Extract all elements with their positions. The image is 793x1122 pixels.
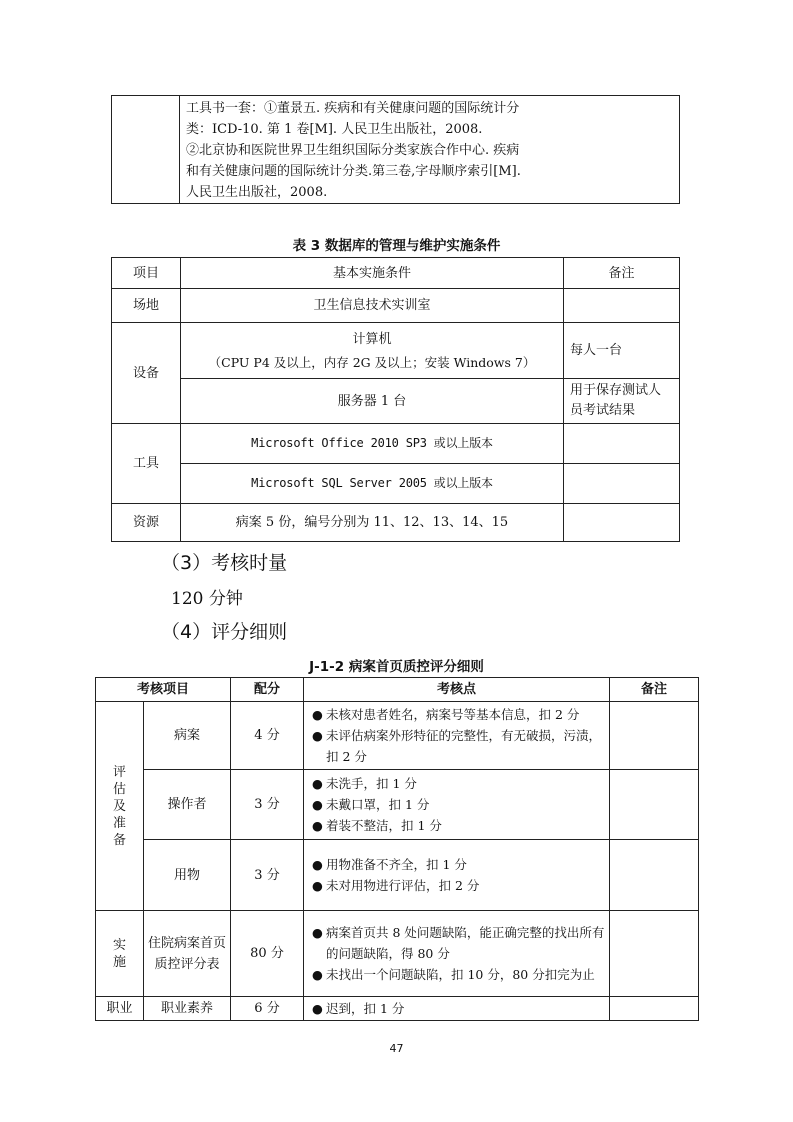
point-item: ● 着装不整洁，扣 1 分 xyxy=(312,818,442,833)
reference-line: 人民卫生出版社，2008. xyxy=(186,185,328,200)
reference-line: 类：ICD-10. 第 1 卷[M]. 人民卫生出版社，2008. xyxy=(186,122,483,137)
point-item: ● 病案首页共 8 处问题缺陷，能正确完整的找出所有的问题缺陷，得 80 分 xyxy=(312,925,605,961)
server-note xyxy=(564,379,680,424)
points-cell xyxy=(304,997,610,1021)
scoring-table xyxy=(95,677,699,1021)
table3 xyxy=(111,257,680,542)
item-cell: 病案 xyxy=(144,702,231,770)
time-value: 120 分钟 xyxy=(171,589,243,609)
site-note xyxy=(564,289,680,323)
point-item: ● 未找出一个问题缺陷，扣 10 分，80 分扣完为止 xyxy=(312,967,595,982)
resources-label: 资源 xyxy=(112,504,181,542)
note-cell xyxy=(610,702,699,770)
computer-spec: （CPU P4 及以上，内存 2G 及以上；安装 Windows 7） xyxy=(208,354,536,370)
note-cell xyxy=(610,840,699,911)
point-item: ● 未核对患者姓名，病案号等基本信息，扣 2 分 xyxy=(312,707,580,722)
category-label: 实施 xyxy=(112,937,126,970)
scoring-header-note: 备注 xyxy=(610,678,699,702)
note-cell xyxy=(610,911,699,997)
resources-condition: 病案 5 份，编号分别为 11、12、13、14、15 xyxy=(181,504,564,542)
note-cell xyxy=(610,997,699,1021)
points-cell xyxy=(304,702,610,770)
category-label: 评估及准备 xyxy=(112,764,126,848)
computer-condition xyxy=(181,323,564,379)
item-cell: 用物 xyxy=(144,840,231,911)
sql-note xyxy=(564,464,680,504)
reference-text-cell xyxy=(180,96,680,204)
points-cell xyxy=(304,911,610,997)
score-cell: 4 分 xyxy=(231,702,304,770)
reference-line: ②北京协和医院世界卫生组织国际分类家族合作中心. 疾病 xyxy=(186,143,520,158)
computer-note: 每人一台 xyxy=(564,323,680,379)
scoring-header-score: 配分 xyxy=(231,678,304,702)
office-condition: Microsoft Office 2010 SP3 或以上版本 xyxy=(181,424,564,464)
table3-header-item: 项目 xyxy=(112,258,181,289)
table3-header-condition: 基本实施条件 xyxy=(181,258,564,289)
reference-empty-cell xyxy=(112,96,180,204)
computer-title: 计算机 xyxy=(352,331,392,347)
scoring-header-point: 考核点 xyxy=(304,678,610,702)
category-cell xyxy=(96,702,144,911)
site-label: 场地 xyxy=(112,289,181,323)
resources-note xyxy=(564,504,680,542)
point-item: ● 未评估病案外形特征的完整性，有无破损，污渍，扣 2 分 xyxy=(312,728,602,764)
reference-line: 和有关健康问题的国际统计分类.第三卷,字母顺序索引[M]. xyxy=(186,164,521,179)
time-heading: （3）考核时量 xyxy=(161,552,288,574)
server-condition: 服务器 1 台 xyxy=(181,379,564,424)
table3-caption: 表 3 数据库的管理与维护实施条件 xyxy=(292,238,501,254)
score-cell: 80 分 xyxy=(231,911,304,997)
point-item: ● 未戴口罩，扣 1 分 xyxy=(312,797,430,812)
page-number: 47 xyxy=(389,1042,404,1055)
category-cell: 职业 xyxy=(96,997,144,1021)
tools-label: 工具 xyxy=(112,424,181,504)
sql-condition: Microsoft SQL Server 2005 或以上版本 xyxy=(181,464,564,504)
score-cell: 3 分 xyxy=(231,770,304,840)
reference-line: 工具书一套：①董景五. 疾病和有关健康问题的国际统计分 xyxy=(186,101,520,116)
server-note-line: 用于保存测试人 xyxy=(570,383,662,398)
server-note-line: 员考试结果 xyxy=(570,403,636,418)
score-cell: 3 分 xyxy=(231,840,304,911)
item-cell: 操作者 xyxy=(144,770,231,840)
table3-header-note: 备注 xyxy=(564,258,680,289)
item-cell: 住院病案首页质控评分表 xyxy=(144,911,231,997)
point-item: ● 未洗手，扣 1 分 xyxy=(312,776,417,791)
scoring-heading: （4）评分细则 xyxy=(161,621,288,643)
points-cell xyxy=(304,840,610,911)
item-cell: 职业素养 xyxy=(144,997,231,1021)
site-condition: 卫生信息技术实训室 xyxy=(181,289,564,323)
category-cell xyxy=(96,911,144,997)
office-note xyxy=(564,424,680,464)
point-item: ● 迟到，扣 1 分 xyxy=(312,1001,405,1016)
score-cell: 6 分 xyxy=(231,997,304,1021)
scoring-header-item: 考核项目 xyxy=(96,678,231,702)
reference-table xyxy=(111,95,680,204)
point-item: ● 用物准备不齐全，扣 1 分 xyxy=(312,857,467,872)
equipment-label: 设备 xyxy=(112,323,181,424)
point-item: ● 未对用物进行评估，扣 2 分 xyxy=(312,878,480,893)
scoring-caption: J-1-2 病案首页质控评分细则 xyxy=(309,659,484,675)
note-cell xyxy=(610,770,699,840)
points-cell xyxy=(304,770,610,840)
